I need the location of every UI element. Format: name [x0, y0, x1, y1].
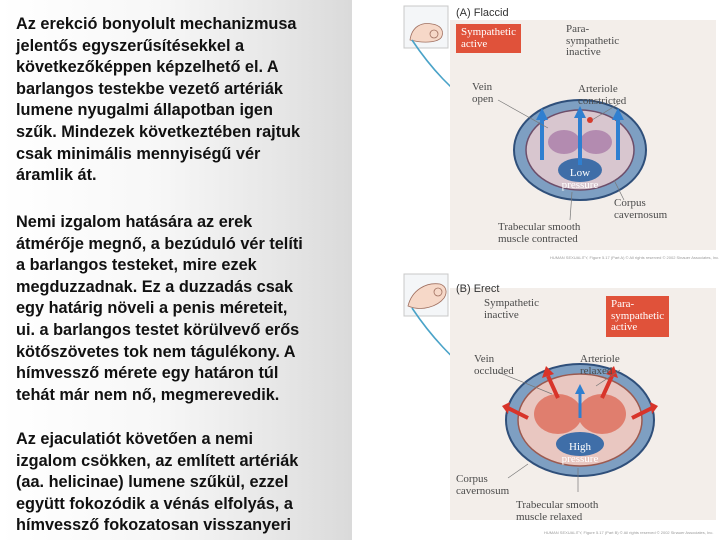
paragraph-erection-description: Nemi izgalom hatására az erek átmérője megnő, a bezúduló vér telíti a barlangos testeket, mire ezek megduzzadnak. Ez a duzzadás csak egy határig növeli a penis méreteit, ui. a barlangos testet körülvevő erős kötőszövetes tok nem tágulékony. A hímvessző mérete egy határon túl tehát már nem nő, megmerevedik. [16, 213, 303, 404]
erect-title: (B) Erect [456, 283, 500, 295]
low-pressure-label: Low pressure [561, 167, 599, 191]
corpus-cavernosum-label: Corpus cavernosum [614, 197, 668, 221]
corpus-cavernosum-label: Corpus cavernosum [456, 473, 510, 497]
figure-flaccid [352, 0, 720, 268]
text-panel [0, 0, 352, 540]
arteriole-relaxed-label: Arteriole relaxed [580, 353, 620, 377]
paragraph-flaccid-description: Az erekció bonyolult mechanizmusa jelentős egyszerűsítésekkel a következőképpen képzelhető el. A barlangos testekbe vezető artériák lumene nyugalmi állapotban igen szűk. Mindezek következtében rajtuk csak minimális mennyiségű vér áramlik át. [16, 15, 301, 185]
flaccid-title: (A) Flaccid [456, 7, 509, 19]
paragraph-ejaculation-description: Az ejaculatiót követően a nemi izgalom csökken, az említett artériák (aa. helicinae) lumene szűkül, ezzel együtt fokozódik a vénás elfolyás, a hímvessző fokozatosan visszanyeri [16, 430, 299, 535]
penis-sketch-icon [404, 6, 448, 48]
high-pressure-label: High pressure [561, 441, 599, 465]
penis-sketch-icon [404, 274, 448, 316]
trabecular-muscle-label: Trabecular smooth muscle contracted [498, 221, 581, 245]
parasympathetic-inactive-label: Para- sympathetic inactive [566, 23, 620, 58]
figure-a-credit: HUMAN SEXUALITY, Figure 5.17 (Part A) © All rights reserved © 2002 Sinauer Associates, Inc. [550, 255, 720, 260]
vein-open-label: Vein open [472, 81, 494, 105]
sympathetic-active-label: Sympathetic active [456, 24, 521, 53]
sympathetic-inactive-label: Sympathetic inactive [484, 297, 539, 321]
vein-occluded-label: Vein occluded [474, 353, 514, 377]
figure-b-credit: HUMAN SEXUALITY, Figure 5.17 (Part B) © All rights reserved © 2002 Sinauer Associates, Inc. [544, 530, 714, 535]
parasympathetic-active-label: Para- sympathetic active [606, 296, 669, 337]
trabecular-muscle-label: Trabecular smooth muscle relaxed [516, 499, 599, 523]
arteriole-constricted-label: Arteriole constricted [578, 83, 627, 107]
figure-erect [352, 268, 720, 540]
